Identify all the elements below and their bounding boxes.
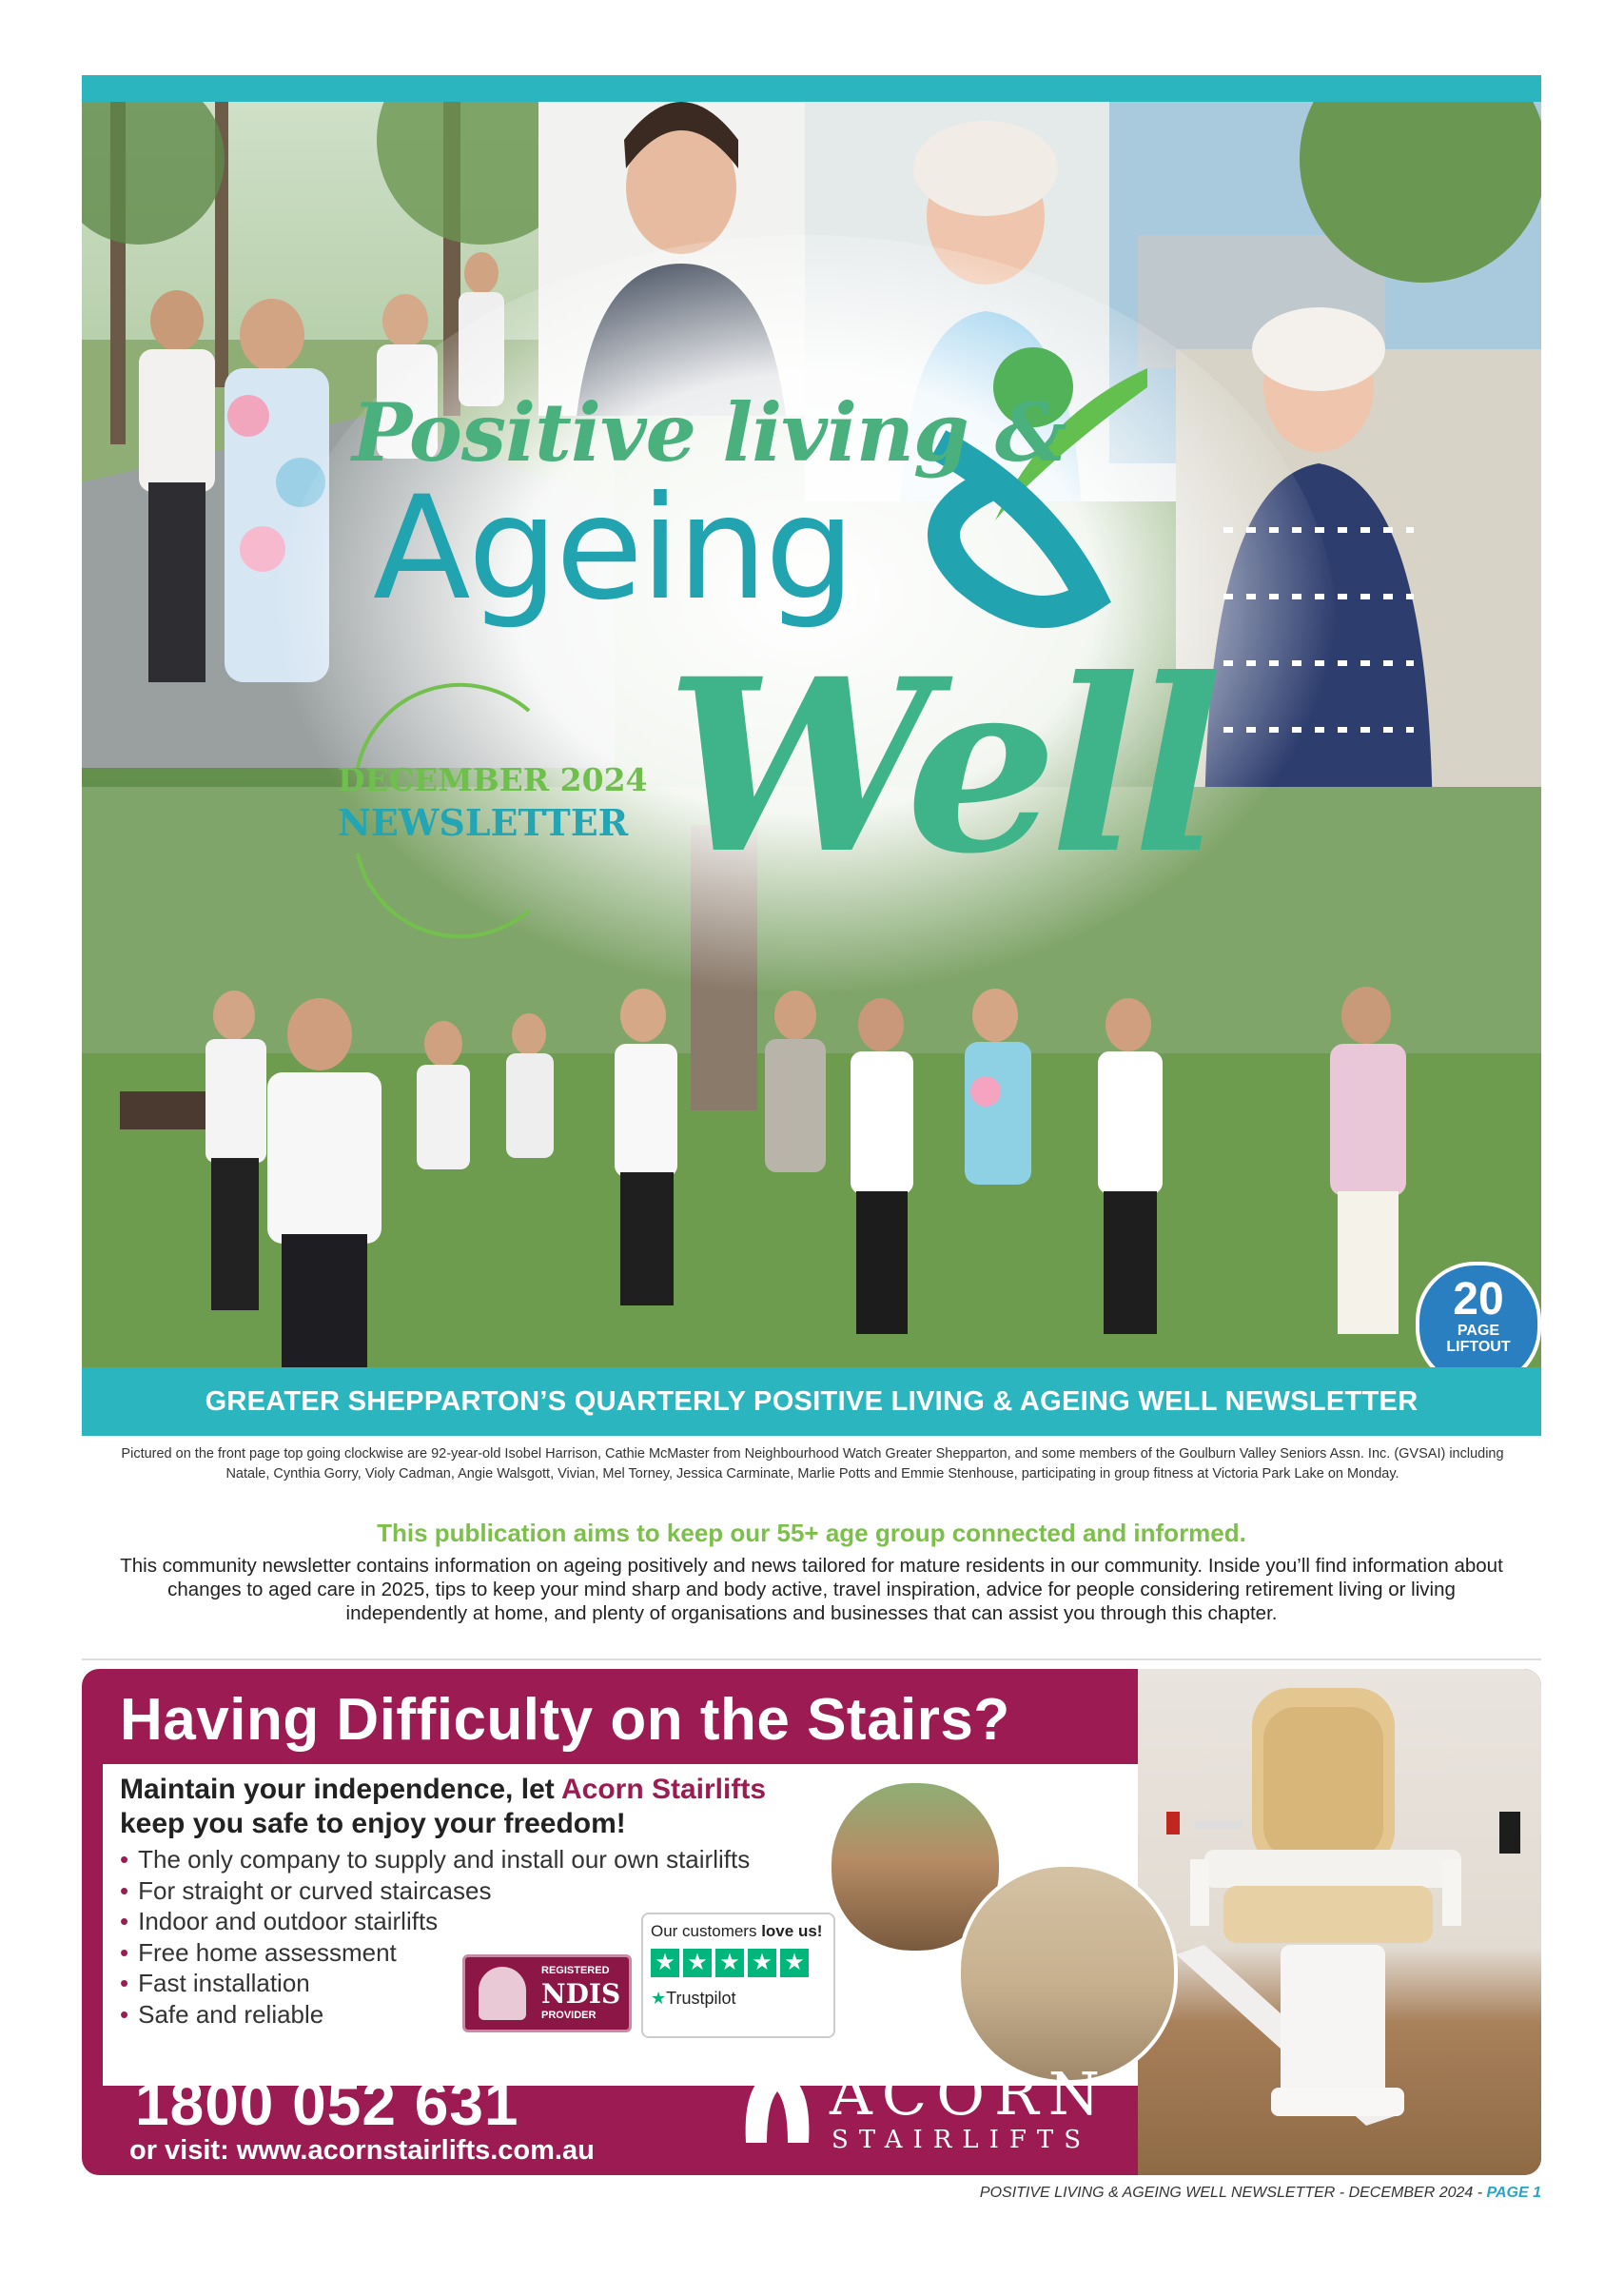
trustpilot-name [651,1989,736,2009]
page-footer [82,2185,1541,2202]
star-icon: ★ [651,1949,679,1977]
trustpilot-label: Trustpilot [666,1989,736,2008]
trustpilot-badge [641,1913,835,2038]
star-icon: ★ [715,1949,744,1977]
intro-paragraph: This community newsletter contains information on ageing positively and news tailored for mature residents in our community. Inside you’ll find information about changes to aged care in 2025, tips to keep your mind sharp and body active, travel inspiration, advice for people considering retirement living or living independently at home, and plenty of organisations and businesses that can assist you through this chapter. [120,1555,1503,1624]
badge-line1: PAGE [1457,1323,1500,1339]
page-number: PAGE 1 [1486,2185,1541,2201]
customer-photo [957,1863,1178,2084]
issue-date: DECEMBER 2024 [338,761,648,798]
list-item: • Safe and reliable [120,1999,750,2031]
divider [82,1658,1541,1660]
top-accent-bar [82,75,1541,102]
list-item: • Free home assessment [120,1937,750,1969]
ad-headline: Having Difficulty on the Stairs? [120,1687,1010,1753]
trustpilot-header-bold: love us! [761,1922,823,1940]
acorn-brand-sub: STAIRLIFTS [832,2126,1092,2154]
acorn-logo-icon [738,2067,816,2147]
masthead-positive-living: Positive living & [352,385,1066,480]
stairlift-photo [1138,1669,1541,2175]
trustpilot-header-text: Our customers [651,1922,762,1940]
star-icon: ★ [683,1949,712,1977]
list-item: • Fast installation [120,1968,750,1999]
ad-tagline-1 [120,1774,766,1806]
list-item: • Indoor and outdoor stairlifts [120,1906,750,1937]
badge-number: 20 [1453,1274,1504,1324]
aim-heading: This publication aims to keep our 55+ age group connected and informed. [377,1519,1246,1547]
footer-text: POSITIVE LIVING & AGEING WELL NEWSLETTER - DECEMBER 2024 - [979,2185,1487,2201]
ndis-top: REGISTERED [541,1965,610,1976]
badge-line2: LIFTOUT [1446,1339,1511,1355]
star-icon: ★ [780,1949,809,1977]
trustpilot-header [651,1922,822,1941]
trustpilot-star-icon: ★ [651,1989,667,2008]
photo-caption: Pictured on the front page top going clockwise are 92-year-old Isobel Harrison, Cathie McMaster from Neighbourhood Watch Greater Shepparton, and some members of the Goulburn Valley Seniors Assn. Inc. (GVSAI) including Natale, Cynthia Gorry, Violy Cadman, Angie Walsgott, Vivian, Mel Torney, Jessica Carminate, Marlie Potts and Emmie Stenhouse, participating in group fitness at Victoria Park Lake on Monday. [121,1446,1504,1481]
acorn-brand: ACORN [830,2059,1109,2129]
ndis-main: NDIS [541,1978,621,2010]
ad-background [82,1669,1541,2175]
masthead-well: Well [666,626,1216,906]
star-icon: ★ [748,1949,776,1977]
masthead-ageing: Ageing [373,466,853,632]
tagline-text: Maintain your independence, let [120,1774,561,1805]
list-item: • For straight or curved staircases [120,1875,750,1907]
call-to-action: CALL NOW FOR YOUR FREE BROCHURE & QUOTATION [120,2050,635,2070]
ndis-bottom: PROVIDER [541,2010,597,2021]
list-item: • The only company to supply and install our own stairlifts [120,1844,750,1875]
phone-number[interactable]: 1800 052 631 [135,2070,519,2138]
website-link[interactable]: or visit: www.acornstairlifts.com.au [129,2135,595,2166]
ad-tagline-2: keep you safe to enjoy your freedom! [120,1808,626,1839]
ndis-provider-logo [462,1954,632,2032]
ndis-seal-icon [479,1967,526,2020]
tagline-brand: Acorn Stairlifts [560,1774,767,1805]
stairlift-illustration [1138,1669,1541,2175]
newsletter-banner: GREATER SHEPPARTON’S QUARTERLY POSITIVE LIVING & AGEING WELL NEWSLETTER [82,1367,1541,1436]
issue-kind: NEWSLETTER [338,801,629,844]
five-star-rating [651,1949,809,1977]
acorn-stairlifts-ad [82,1669,1541,2175]
